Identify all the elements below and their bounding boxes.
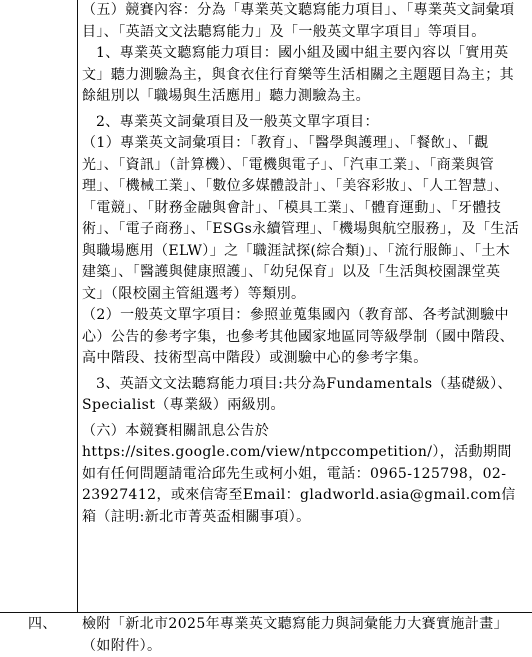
section-number: 四、 — [28, 616, 57, 632]
item-2-title: 2、專業英文詞彙項目及一般英文單字項目： — [96, 113, 379, 130]
section-4-attachment — [28, 614, 518, 654]
table-vertical-border — [77, 0, 78, 612]
item-1-listening: 1、專業英文聽寫能力項目：國小組及國中組主要內容以「實用英文」聽力測驗為主，與食衣住行育樂等生活相關之主題題目為主；其餘組別以「職場與生活應用」聽力測驗為主。 — [82, 45, 514, 104]
item-2-professional-vocabulary: （1）專業英文詞彙項目：「教育」、「醫學與護理」、「餐飲」、「觀光」、「資訊」（計算機）、「電機與電子」、「汽車工業」、「商業與管理」、「機械工業」、「數位多媒體設計」、「美容彩妝」、「人工智慧」、「電競」、「財務金融與會計」、「模具工業」、「體育運動」、「牙體技術」、「電子商務」、「ESGs永續管理」、「機場與航空服務」，及「生活與職場應用（ELW）」之「職涯試探(綜合類)」、「流行服飾」、「土木建築」、「醫護與健康照護」、「幼兒保育」以及「生活與校園課堂英文」（限校園主管組選考）等類別。 — [82, 135, 520, 302]
section-5-content — [82, 0, 522, 528]
table-bottom-border — [0, 612, 532, 613]
item-2-general-vocabulary: （2）一般英文單字項目：參照並蒐集國內（教育部、各考試測驗中心）公告的參考字集，也參考其他國家地區同等級學制（國中階段、高中階段、技術型高中階段）或測驗中心的參考字集。 — [82, 307, 514, 366]
item-3-grammar: 3、英語文文法聽寫能力項目:共分為Fundamentals（基礎級）、Specialist（專業級）兩級別。 — [82, 375, 512, 413]
attachment-note: 檢附「新北市2025年專業英文聽寫能力與詞彙能力大賽實施計畫」（如附件）。 — [82, 616, 509, 654]
announcement-contact-info: （六）本競賽相關訊息公告於https://sites.google.com/view/ntpccompetition/），活動期間如有任何問題請電洽邱先生或柯小姐，電話：0965-125798，02-23927412，或來信寄至Email：gladworld.asia@gmail.com信箱（註明:新北市菁英盃相關事項）。 — [82, 422, 516, 525]
competition-content-intro: （五）競賽內容：分為「專業英文聽寫能力項目」、「專業英文詞彙項目」、「英語文文法聽寫能力」及「一般英文單字項目」等項目。 — [82, 2, 515, 40]
